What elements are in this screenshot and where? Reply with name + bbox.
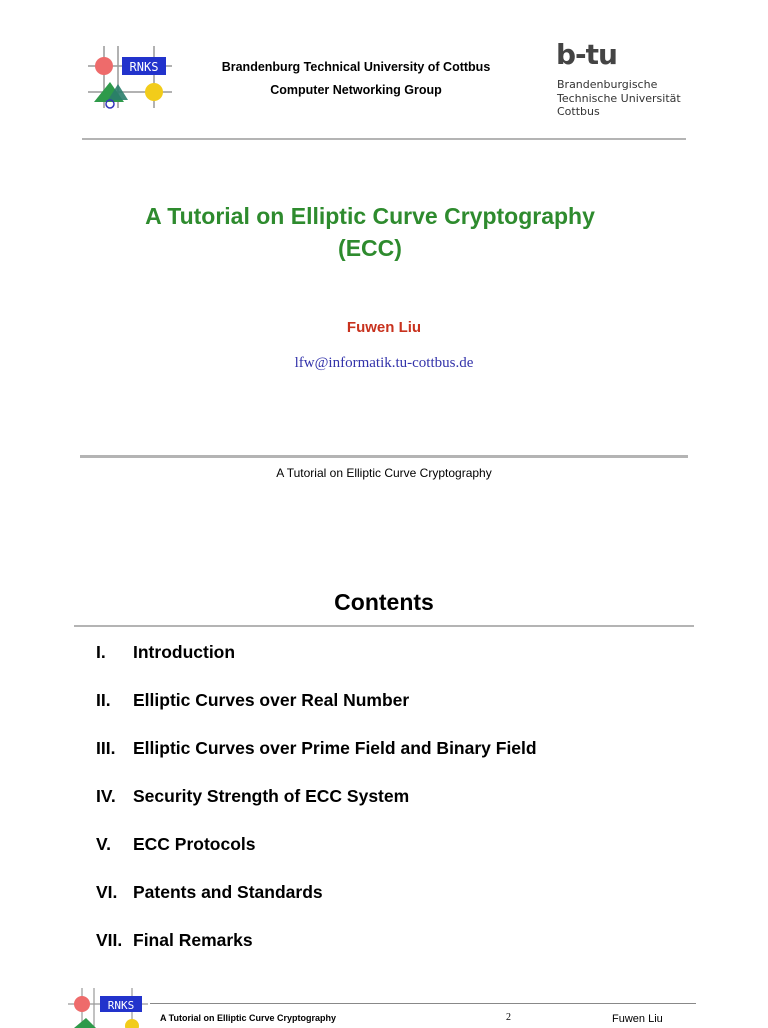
item-number: V. xyxy=(96,834,111,854)
contents-heading: Contents xyxy=(334,589,434,615)
header-divider xyxy=(82,138,686,140)
author-name: Fuwen Liu xyxy=(346,319,422,336)
item-label: Security Strength of ECC System xyxy=(133,786,410,806)
footer-author: Fuwen Liu xyxy=(612,1013,663,1025)
item-number: I. xyxy=(96,642,106,662)
footer-divider xyxy=(80,455,688,458)
list-item xyxy=(96,786,537,834)
rnks-network-logo-icon xyxy=(84,44,174,110)
item-label: Elliptic Curves over Real Number xyxy=(133,690,410,710)
contents-divider xyxy=(74,625,694,627)
list-item xyxy=(96,642,537,690)
item-label: Final Remarks xyxy=(133,930,253,950)
svg-text:RNKS: RNKS xyxy=(129,60,159,74)
institution-name: Brandenburg Technical University of Cottbus xyxy=(221,60,491,74)
list-item xyxy=(96,930,537,978)
list-item xyxy=(96,834,537,882)
svg-text:RNKS: RNKS xyxy=(107,999,135,1012)
btu-logo xyxy=(556,38,686,120)
btu-logo-mark: b-tu xyxy=(556,38,617,71)
item-label: Introduction xyxy=(133,642,236,662)
list-item xyxy=(96,690,537,738)
institution-group: Computer Networking Group xyxy=(270,83,442,97)
list-item xyxy=(96,882,537,930)
slide-title: A Tutorial on Elliptic Curve Cryptography (ECC) xyxy=(145,203,595,261)
list-item xyxy=(96,738,537,786)
footer-divider xyxy=(150,1003,696,1004)
btu-logo-text: Brandenburgische Technische Universität Cottbus xyxy=(557,78,681,118)
page-number: 2 xyxy=(506,1012,511,1023)
contents-list xyxy=(96,642,537,978)
item-label: ECC Protocols xyxy=(133,834,256,854)
item-number: VI. xyxy=(96,882,118,902)
rnks-logo xyxy=(84,44,174,110)
author-email[interactable]: lfw@informatik.tu-cottbus.de xyxy=(294,355,474,371)
item-label: Patents and Standards xyxy=(133,882,323,902)
footer-title: A Tutorial on Elliptic Curve Cryptography xyxy=(160,1013,337,1023)
item-number: III. xyxy=(96,738,116,758)
item-number: IV. xyxy=(96,786,116,806)
rnks-logo-small xyxy=(66,988,150,1028)
item-number: VII. xyxy=(96,930,123,950)
rnks-network-logo-icon xyxy=(66,988,150,1028)
slide-footer: A Tutorial on Elliptic Curve Cryptography xyxy=(276,466,492,480)
item-label: Elliptic Curves over Prime Field and Binary Field xyxy=(133,738,537,758)
item-number: II. xyxy=(96,690,111,710)
